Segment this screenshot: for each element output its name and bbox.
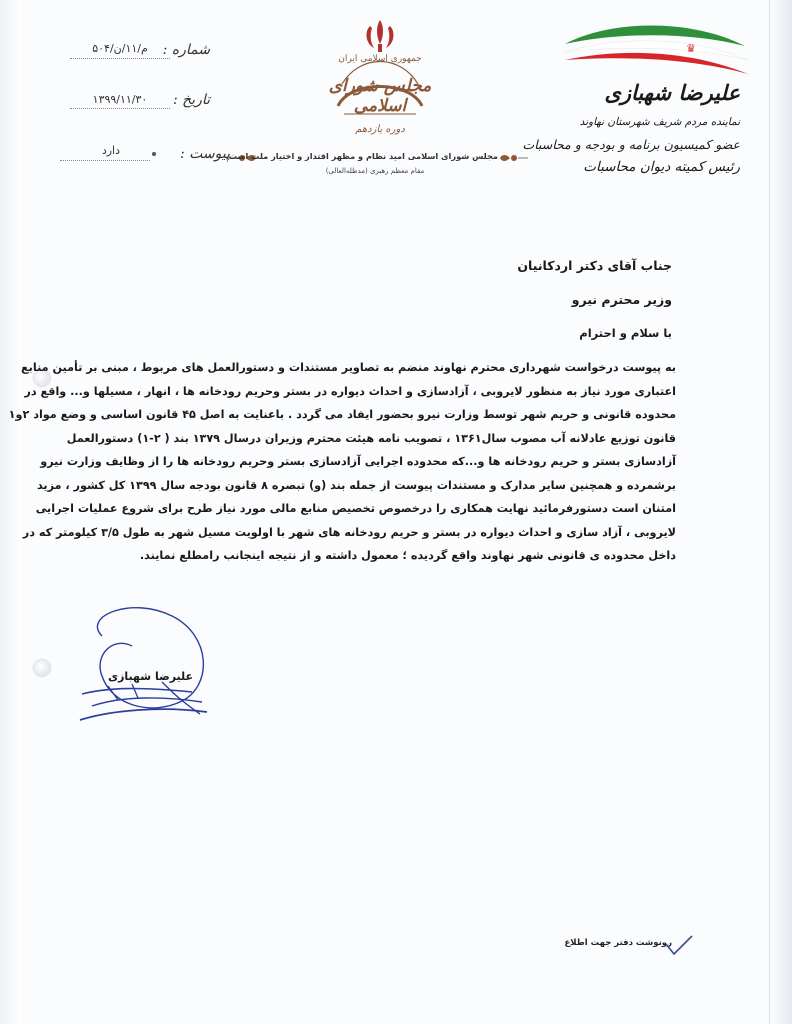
signature-name: علیرضا شهبازی: [108, 670, 194, 683]
majlis-emblem: [320, 14, 440, 144]
motto-text: مجلس شورای اسلامی امید نظام و مظهر اقتدار و اختیار ملت است.: [225, 151, 498, 161]
checkmark-icon: [664, 934, 694, 958]
body-line: لایروبی ، آزاد سازی و احداث دیواره در بستر و حریم رودخانه های شهر با اولویت مسیل شهر به طول ۳/۵ کیلومتر که در: [22, 525, 676, 539]
letter-attachment-label: پیوست :: [180, 146, 230, 162]
iran-flag-icon: [560, 22, 760, 82]
republic-text: جمهوری اسلامی ایران: [338, 54, 422, 64]
letter-number-line: [70, 58, 170, 59]
svg-text:♛: ♛: [686, 42, 696, 55]
handwritten-signature: [72, 596, 222, 726]
body-line: داخل محدوده ی قانونی شهر نهاوند واقع گردیده ؛ معمول داشته و از نتیجه اینجانب رامطلع نمایند.: [139, 549, 676, 562]
majlis-title: مجلس شورای اسلامی: [328, 76, 432, 116]
letter-date-line: [70, 108, 170, 109]
binder-hole-bottom: [34, 660, 50, 676]
letter-number-label: شماره :: [162, 42, 210, 58]
motto-row: [225, 150, 528, 166]
recipient-name: جناب آقای دکتر اردکانیان: [517, 258, 672, 273]
cc-note: رونوشت دفتر جهت اطلاع: [564, 938, 672, 948]
letter-date-value: ۱۳۹۹/۱۱/۳۰: [92, 93, 148, 106]
ornament-right-icon: [498, 152, 528, 164]
letter-date-label: تاریخ :: [172, 92, 210, 108]
motto-attribution: مقام معظم رهبری (مدظله‌العالی): [325, 167, 425, 175]
body-line: به پیوست درخواست شهرداری محترم نهاوند منضم به تصاویر مستندات و دستورالعمل های مربوط ، مبنی بر تأمین منابع: [21, 361, 676, 374]
body-line: اعتباری مورد نیاز به منظور لایروبی ، آزادسازی و احداث دیواره در بستر وحریم رودخانه ها ، انهار ، مسیلها و... واقع در: [24, 384, 676, 398]
letter-number-value: م/۱۱/ن/۵۰۴: [92, 42, 148, 55]
body-line: قانون توزیع عادلانه آب مصوب سال۱۳۶۱ ، تصویب نامه هیئت محترم وزیران درسال ۱۳۷۹ بند ( ۲-۱) دستورالعمل: [66, 431, 676, 445]
sender-title-line: عضو کمیسیون برنامه و بودجه و محاسبات: [522, 137, 740, 152]
letter-body: [8, 356, 676, 568]
sender-name: علیرضا شهبازی: [604, 80, 740, 105]
sender-titles: [522, 116, 740, 175]
recipient-title: وزیر محترم نیرو: [571, 292, 672, 307]
term-text: دوره یازدهم: [355, 124, 405, 135]
sender-title-line: رئیس کمیته دیوان محاسبات: [583, 159, 740, 175]
body-line: آزادسازی بستر و حریم رودخانه ها و...که محدوده اجرایی آزادسازی بستر وحریم رودخانه ها را از وظایف وزارت نیرو: [40, 455, 676, 468]
letter-attachment-row: [40, 146, 230, 164]
body-line: امتنان است دستورفرمائید نهایت همکاری را درخصوص تخصیص منابع مالی مورد نیاز طرح برای شروع عملیات اجرایی: [35, 502, 676, 515]
body-line: برشمرده و همچنین سایر مدارک و مستندات پیوست از جمله بند (و) تبصره ۸ قانون بودجه سال ۱۳۹۹ کل کشور ، مزید: [36, 478, 676, 492]
page-left-edge: [0, 0, 22, 1024]
sender-title-line: نماینده مردم شریف شهرستان نهاوند: [579, 116, 740, 128]
greeting: با سلام و احترام: [579, 326, 672, 340]
letter-number-row: [40, 42, 210, 60]
page-right-edge: [769, 0, 792, 1024]
letter-attachment-line: [60, 160, 150, 161]
letter-date-row: [40, 92, 210, 110]
letter-attachment-value: دارد: [101, 144, 120, 157]
body-line: محدوده قانونی و حریم شهر توسط وزارت نیرو بحضور ایفاد می گردد . باعنایت به اصل ۴۵ قانون اساسی و وضع مواد ۲و۱: [8, 408, 676, 421]
